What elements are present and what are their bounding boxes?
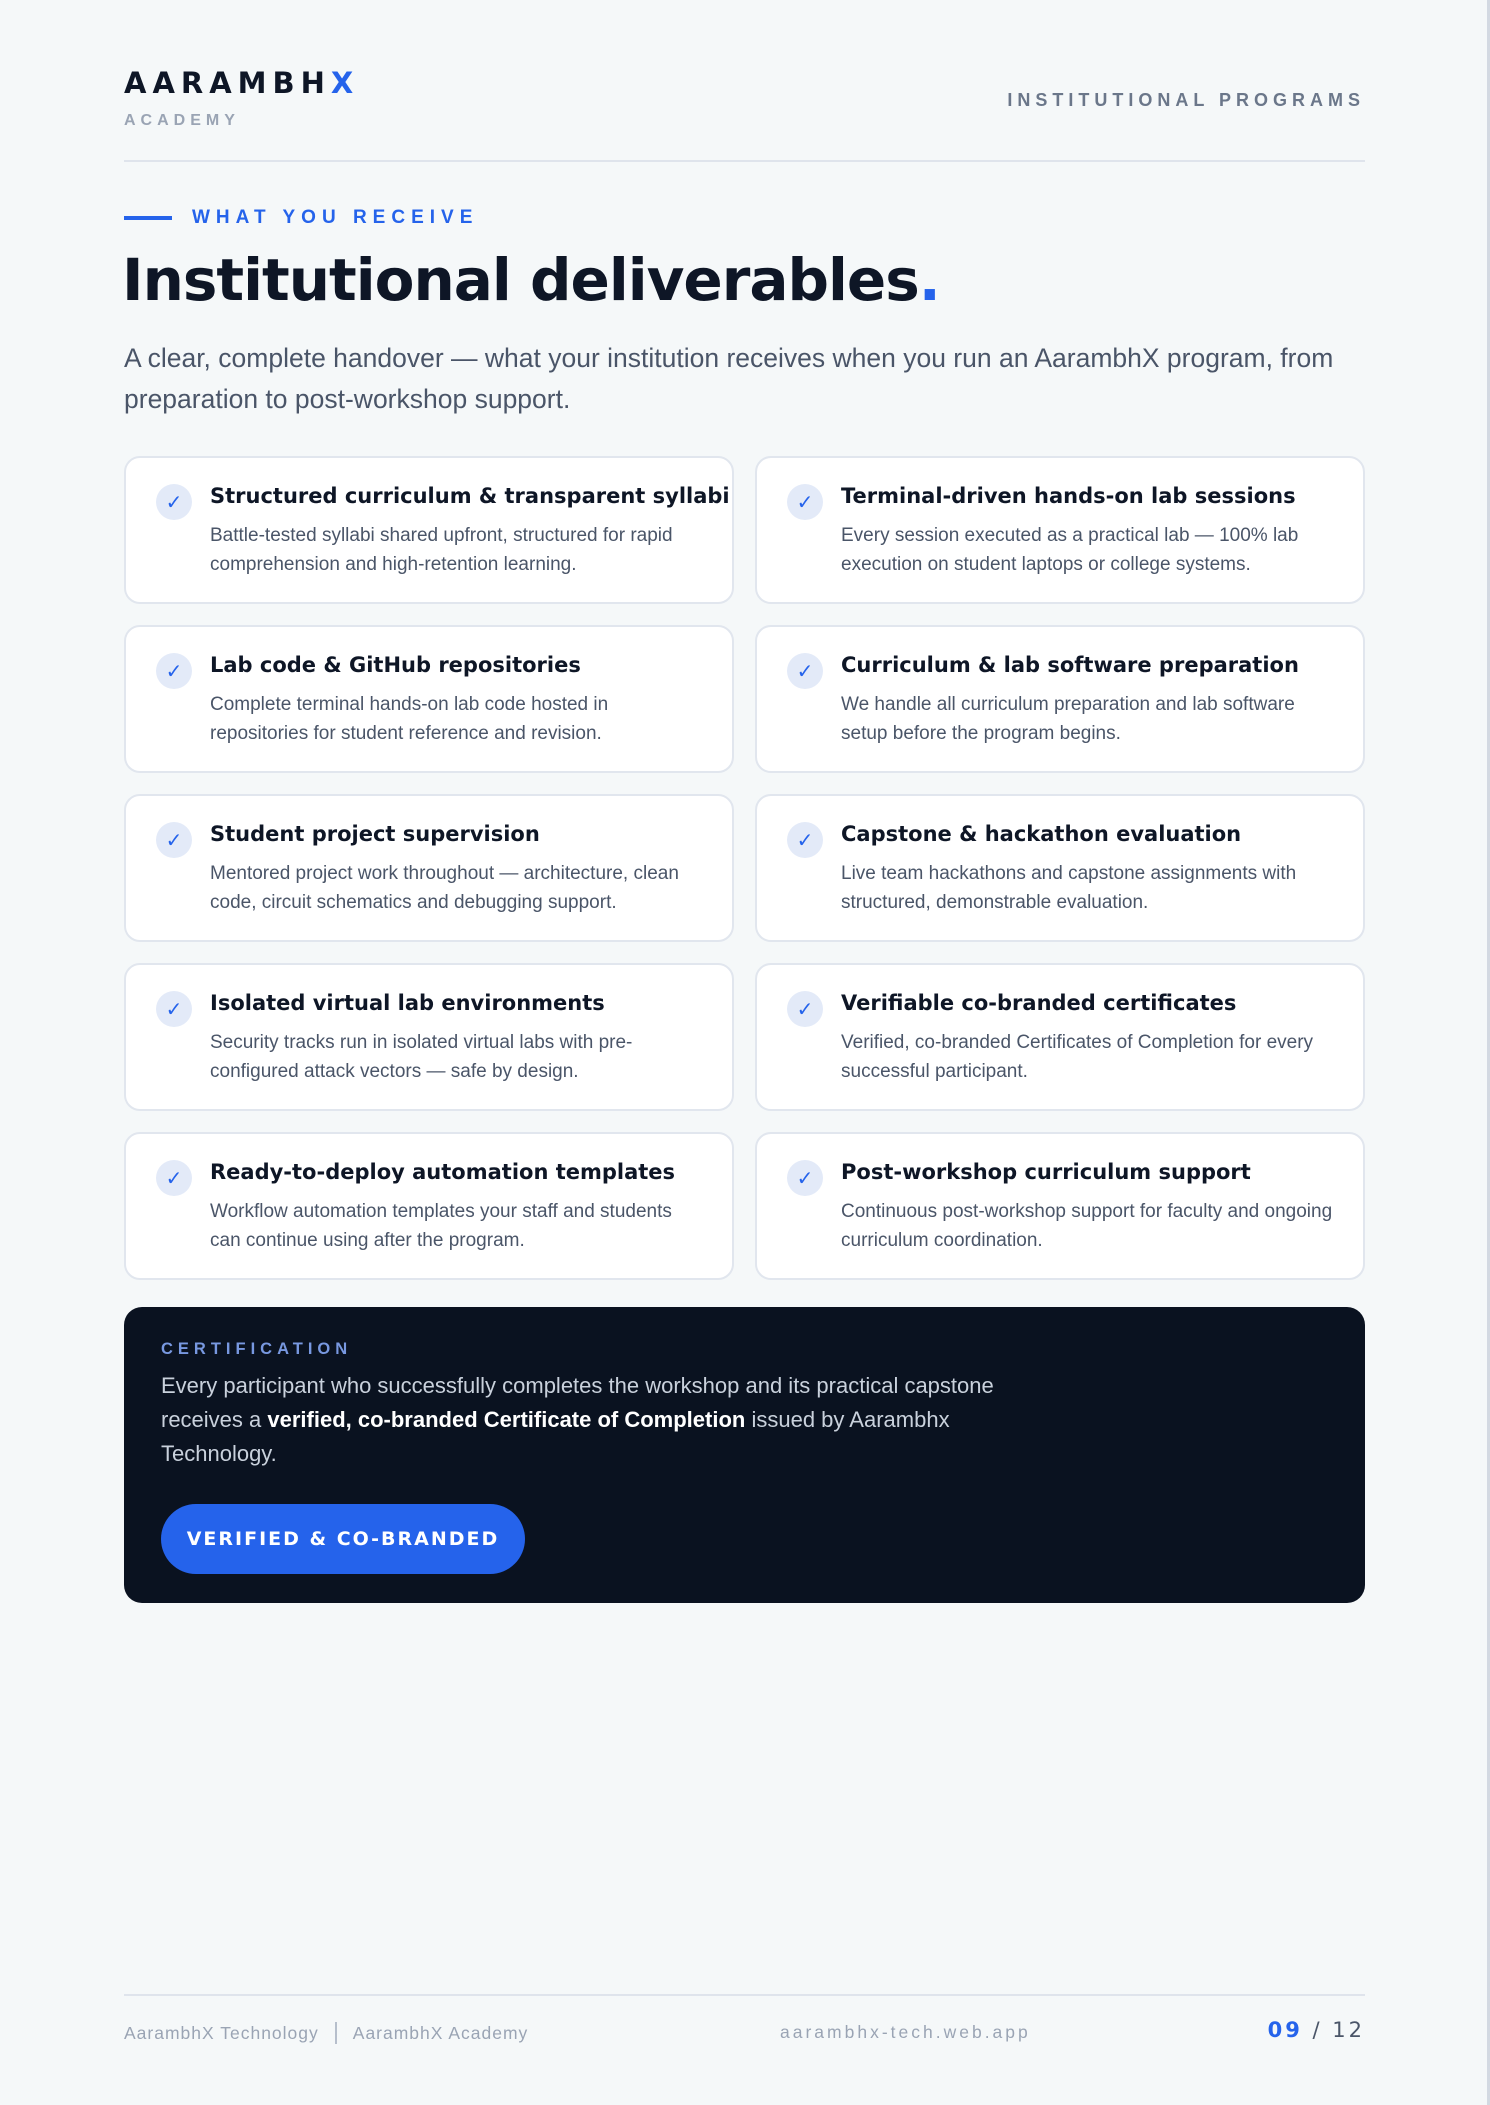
- deliverable-card: [755, 963, 1365, 1111]
- deliverable-card: [124, 794, 734, 942]
- deliverable-card: [124, 963, 734, 1111]
- deliverable-description: We handle all curriculum preparation and lab software setup before the program begins.: [841, 694, 1295, 744]
- deliverable-card: [124, 1132, 734, 1280]
- deliverable-description: Live team hackathons and capstone assignments with structured, demonstrable evaluation.: [841, 863, 1297, 913]
- verified-badge-button[interactable]: VERIFIED & CO-BRANDED: [161, 1504, 525, 1574]
- certification-text: Every participant who successfully completes the workshop and its practical capstone receives a verified, co-branded Certificate of Completion issued by Aarambhx Technology.: [161, 1373, 994, 1466]
- deliverable-card: [124, 625, 734, 773]
- footer-academy: AarambhX Academy: [352, 2022, 529, 2043]
- deliverable-card: [755, 794, 1365, 942]
- footer-credits: [124, 2022, 528, 2044]
- deliverable-title: Curriculum & lab software preparation: [841, 653, 1299, 677]
- check-icon: ✓: [156, 991, 192, 1027]
- footer-website-link[interactable]: aarambhx-tech.web.app: [780, 2022, 1031, 2042]
- section-eyebrow: [124, 207, 478, 229]
- check-icon: ✓: [787, 653, 823, 689]
- page-footer: [124, 1994, 1365, 2066]
- check-icon: ✓: [787, 822, 823, 858]
- check-icon: ✓: [787, 1160, 823, 1196]
- deliverable-title: Terminal-driven hands-on lab sessions: [841, 484, 1296, 508]
- deliverable-description: Verified, co-branded Certificates of Completion for every successful participant.: [841, 1032, 1314, 1082]
- deliverable-title: Student project supervision: [210, 822, 540, 846]
- check-icon: ✓: [156, 484, 192, 520]
- check-icon: ✓: [787, 484, 823, 520]
- deliverable-title: Capstone & hackathon evaluation: [841, 822, 1242, 846]
- deliverable-description: Security tracks run in isolated virtual labs with pre-configured attack vectors — safe by design.: [210, 1032, 633, 1082]
- deliverable-title: Post-workshop curriculum support: [841, 1160, 1251, 1184]
- deliverable-description: Every session executed as a practical lab — 100% lab execution on student laptops or college systems.: [841, 525, 1299, 575]
- deliverables-grid: [124, 456, 1365, 1280]
- page-title: Institutional deliverables.: [122, 246, 940, 314]
- eyebrow-rule: [124, 216, 172, 220]
- check-icon: ✓: [787, 991, 823, 1027]
- deliverable-card: [755, 625, 1365, 773]
- check-icon: ✓: [156, 1160, 192, 1196]
- footer-divider: [335, 2022, 337, 2044]
- deliverable-title: Structured curriculum & transparent syllabi: [210, 484, 730, 508]
- deliverable-description: Complete terminal hands-on lab code hosted in repositories for student reference and revision.: [210, 694, 609, 744]
- footer-company: AarambhX Technology: [124, 2022, 319, 2043]
- brand-subtitle: ACADEMY: [124, 112, 240, 129]
- intro-text: A clear, complete handover — what your institution receives when you run an AarambhX program, from preparation to post-workshop support.: [124, 343, 1334, 414]
- deliverable-title: Isolated virtual lab environments: [210, 991, 605, 1015]
- eyebrow-text: WHAT YOU RECEIVE: [192, 207, 479, 228]
- certification-label: CERTIFICATION: [161, 1340, 353, 1358]
- certification-panel: [124, 1307, 1365, 1603]
- header-section-label: INSTITUTIONAL PROGRAMS: [1007, 90, 1365, 110]
- deliverable-card: [124, 456, 734, 604]
- title-accent-dot: .: [918, 246, 940, 314]
- deliverable-card: [755, 456, 1365, 604]
- check-icon: ✓: [156, 822, 192, 858]
- certification-highlight: verified, co-branded Certificate of Completion: [267, 1407, 746, 1432]
- deliverable-title: Lab code & GitHub repositories: [210, 653, 581, 677]
- deliverable-card: [755, 1132, 1365, 1280]
- deliverable-description: Continuous post-workshop support for faculty and ongoing curriculum coordination.: [841, 1201, 1333, 1251]
- brand-logo[interactable]: AARAMBHX: [124, 66, 360, 100]
- check-icon: ✓: [156, 653, 192, 689]
- deliverable-title: Verifiable co-branded certificates: [841, 991, 1237, 1015]
- deliverable-description: Workflow automation templates your staff and students can continue using after the program.: [210, 1201, 672, 1251]
- deliverable-description: Battle-tested syllabi shared upfront, structured for rapid comprehension and high-retention learning.: [210, 525, 673, 575]
- page-total: 12: [1332, 2018, 1365, 2042]
- page-header: [124, 66, 1365, 162]
- deliverable-title: Ready-to-deploy automation templates: [210, 1160, 676, 1184]
- page-number: 09 / 12: [1267, 2018, 1365, 2042]
- deliverable-description: Mentored project work throughout — architecture, clean code, circuit schematics and debugging support.: [210, 863, 679, 913]
- page-current: 09: [1267, 2018, 1303, 2042]
